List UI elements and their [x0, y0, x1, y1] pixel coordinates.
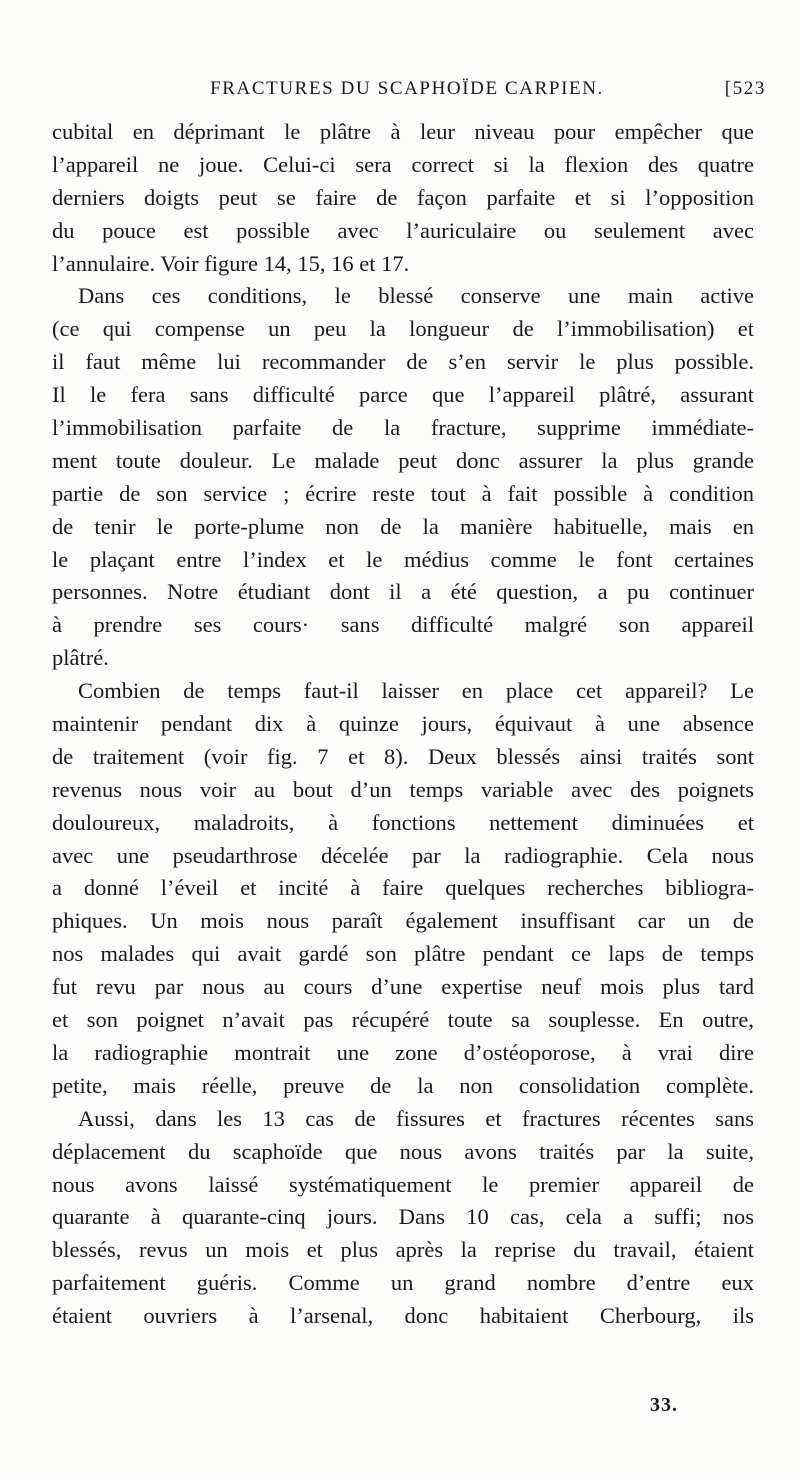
- text-line: partie de son service ; écrire reste tout à fait possible à condition: [52, 480, 754, 506]
- text-line: a donné l’éveil et incité à faire quelques recherches bibliogra-: [52, 875, 754, 901]
- text-line: fut revu par nous au cours d’une expertise neuf mois plus tard: [52, 974, 754, 1000]
- text-line: Combien de temps faut-il laisser en place cet appareil? Le: [78, 678, 754, 704]
- text-line: derniers doigts peut se faire de façon parfaite et si l’opposition: [52, 184, 754, 210]
- running-title: FRACTURES DU SCAPHOÏDE CARPIEN.: [210, 78, 604, 99]
- text-line: Aussi, dans les 13 cas de fissures et fractures récentes sans: [78, 1105, 754, 1131]
- text-line: ment toute douleur. Le malade peut donc assurer la plus grande: [52, 447, 754, 473]
- text-line: l’annulaire. Voir figure 14, 15, 16 et 17.: [52, 250, 410, 276]
- text-line: et son poignet n’avait pas récupéré toute sa souplesse. En outre,: [52, 1007, 754, 1033]
- page-number: [523: [724, 78, 766, 99]
- text-line: étaient ouvriers à l’arsenal, donc habitaient Cherbourg, ils: [52, 1303, 754, 1329]
- text-line: à prendre ses cours· sans difficulté malgré son appareil: [52, 612, 754, 638]
- text-line: revenus nous voir au bout d’un temps variable avec des poignets: [52, 776, 754, 802]
- text-line: (ce qui compense un peu la longueur de l’immobilisation) et: [52, 316, 754, 342]
- text-line: quarante à quarante-cinq jours. Dans 10 cas, cela a suffi; nos: [52, 1204, 754, 1230]
- body-text: [52, 116, 754, 1333]
- text-line: nos malades qui avait gardé son plâtre pendant ce laps de temps: [52, 941, 754, 967]
- text-line: plâtré.: [52, 645, 109, 671]
- text-line: douloureux, maladroits, à fonctions nettement diminuées et: [52, 809, 754, 835]
- text-line: avec une pseudarthrose décelée par la radiographie. Cela nous: [52, 842, 754, 868]
- text-line: l’appareil ne joue. Celui-ci sera correct si la flexion des quatre: [52, 151, 754, 177]
- text-line: blessés, revus un mois et plus après la reprise du travail, étaient: [52, 1237, 754, 1263]
- signature-mark: 33.: [650, 1394, 678, 1416]
- text-line: petite, mais réelle, preuve de la non consolidation complète.: [52, 1072, 754, 1098]
- text-line: le plaçant entre l’index et le médius comme le font certaines: [52, 546, 754, 572]
- text-line: la radiographie montrait une zone d’ostéoporose, à vrai dire: [52, 1039, 754, 1065]
- text-line: l’immobilisation parfaite de la fracture, supprime immédiate-: [52, 415, 754, 441]
- text-line: déplacement du scaphoïde que nous avons traités par la suite,: [52, 1138, 754, 1164]
- text-line: Il le fera sans difficulté parce que l’appareil plâtré, assurant: [52, 382, 754, 408]
- text-line: phiques. Un mois nous paraît également insuffisant car un de: [52, 908, 754, 934]
- text-line: maintenir pendant dix à quinze jours, équivaut à une absence: [52, 711, 754, 737]
- text-line: cubital en déprimant le plâtre à leur niveau pour empêcher que: [52, 119, 754, 144]
- text-line: du pouce est possible avec l’auriculaire ou seulement avec: [52, 217, 754, 243]
- running-header: [48, 74, 766, 104]
- text-line: parfaitement guéris. Comme un grand nombre d’entre eux: [52, 1270, 754, 1296]
- text-line: nous avons laissé systématiquement le premier appareil de: [52, 1171, 754, 1197]
- text-line: il faut même lui recommander de s’en servir le plus possible.: [52, 349, 754, 375]
- text-line: Dans ces conditions, le blessé conserve une main active: [78, 283, 754, 309]
- text-line: personnes. Notre étudiant dont il a été question, a pu continuer: [52, 579, 754, 605]
- text-line: de tenir le porte-plume non de la manière habituelle, mais en: [52, 513, 754, 539]
- text-line: de traitement (voir fig. 7 et 8). Deux blessés ainsi traités sont: [52, 743, 754, 769]
